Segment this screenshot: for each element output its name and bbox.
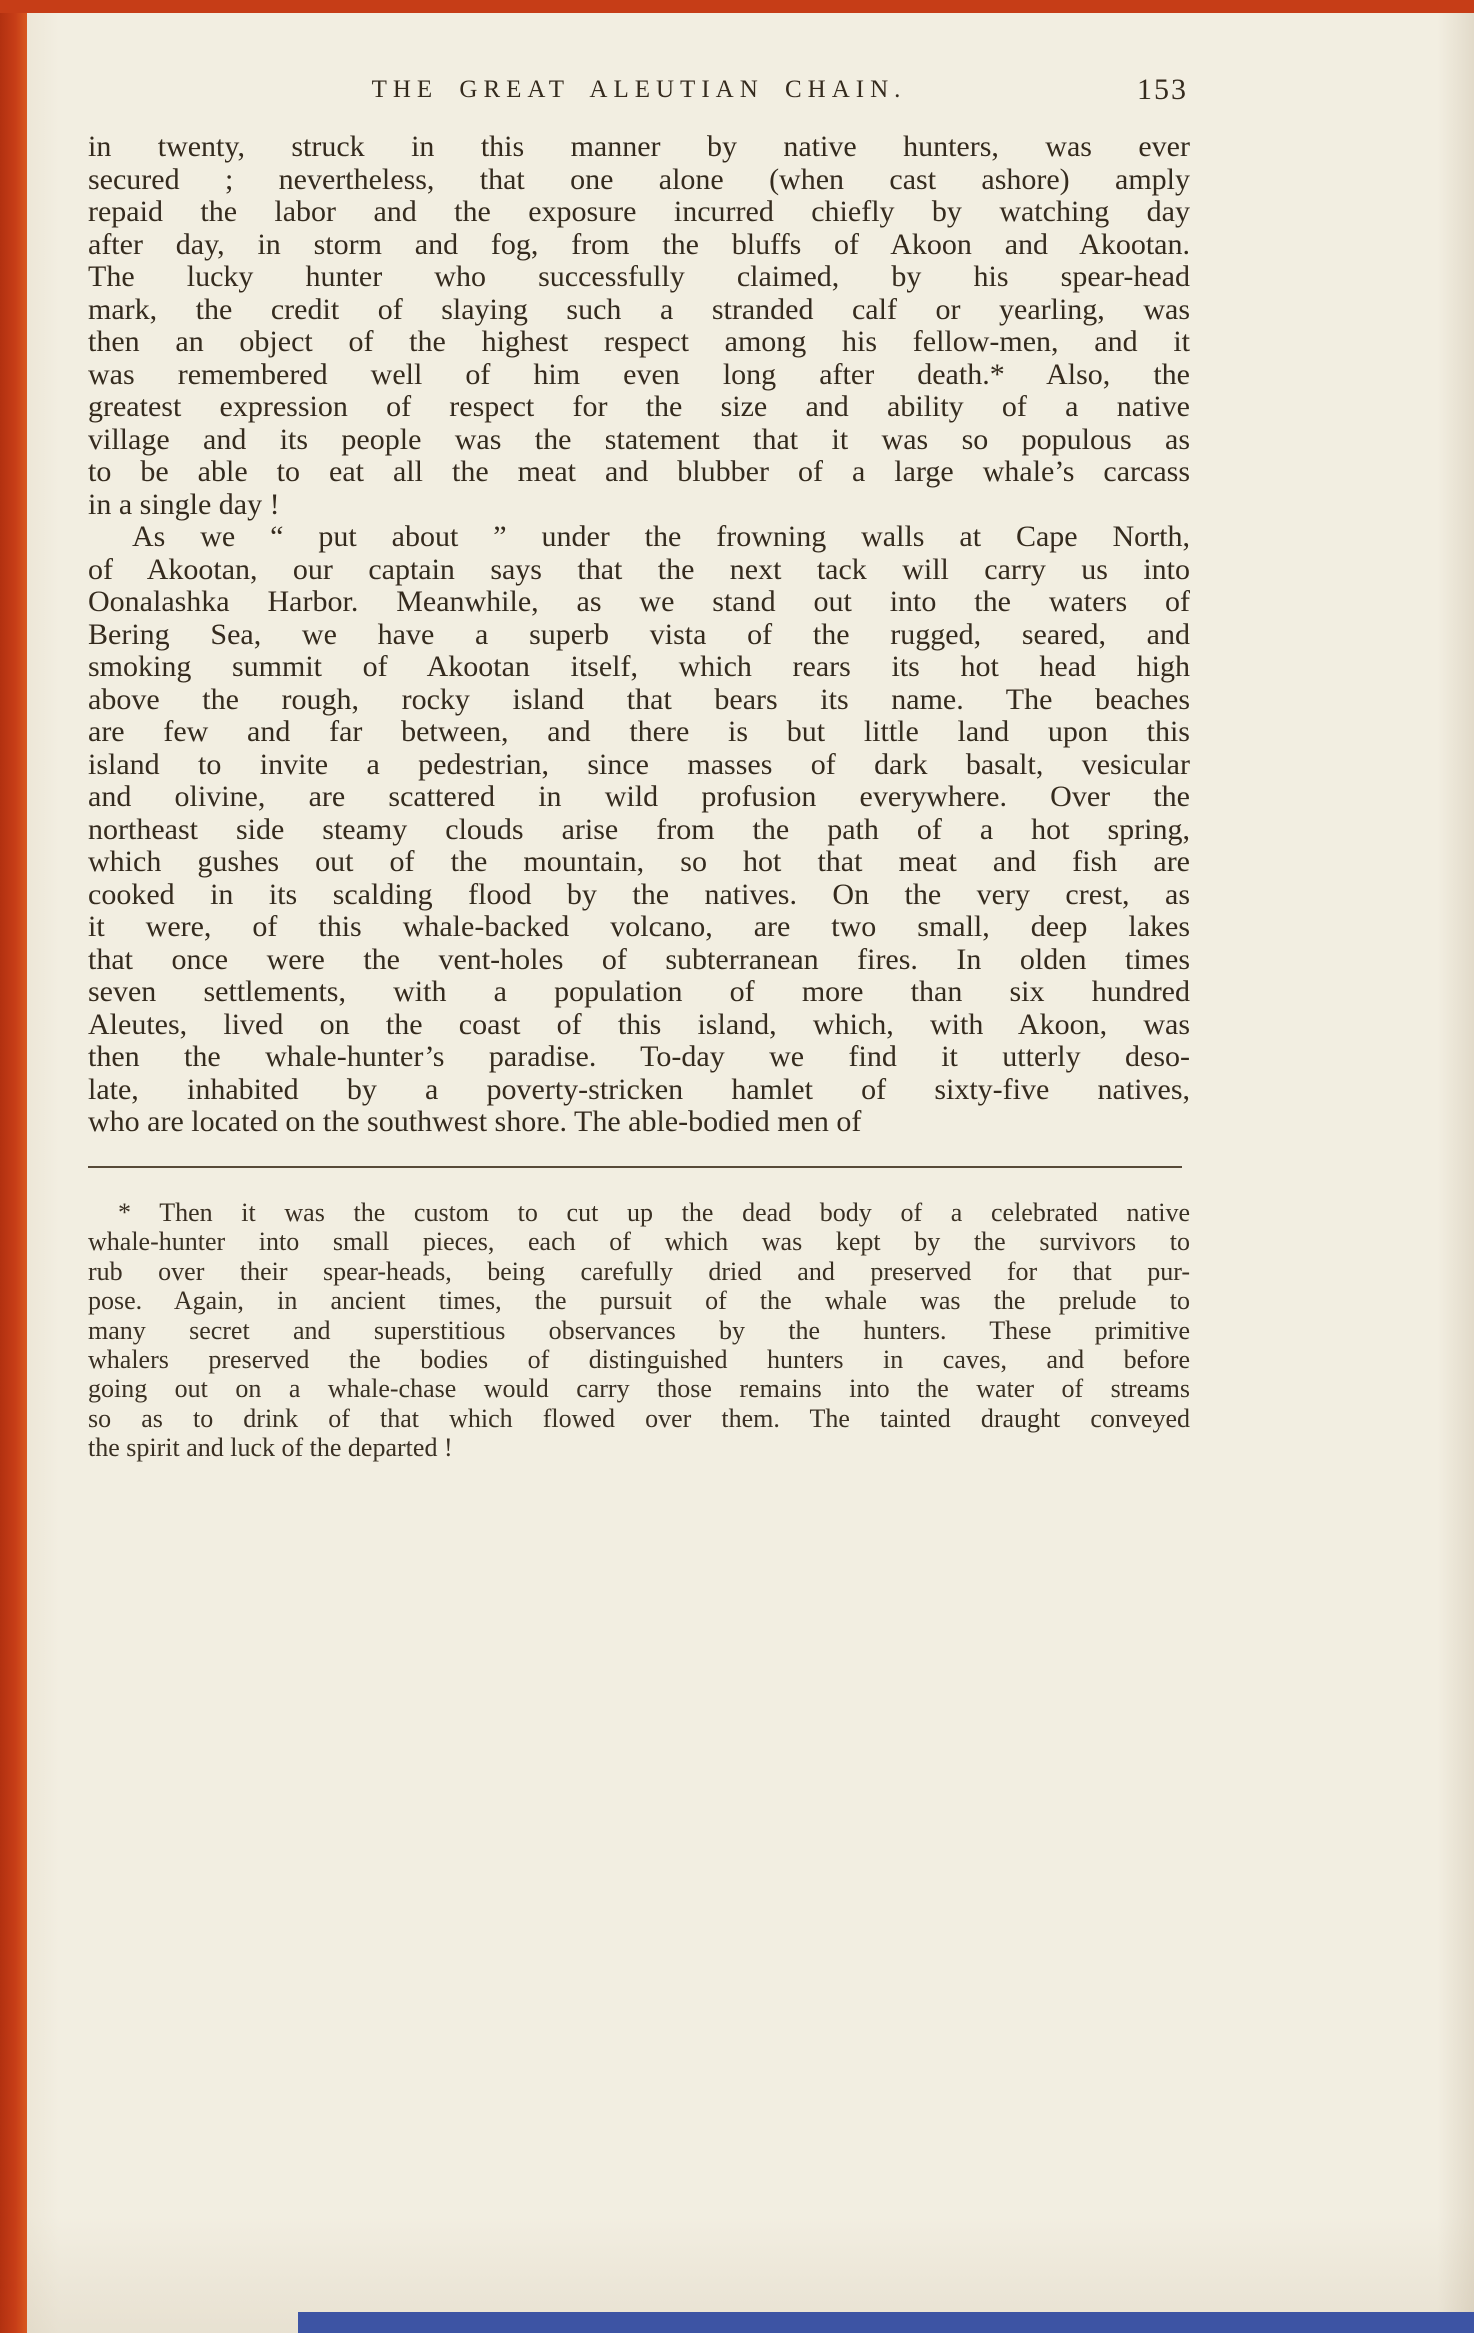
text-line: the spirit and luck of the departed ! [88, 1433, 453, 1463]
text-line: Aleutes, lived on the coast of this island, which, with Akoon, was [88, 1007, 1190, 1041]
text-line: Bering Sea, we have a superb vista of the rugged, seared, and [88, 617, 1190, 651]
top-edge-strip [0, 0, 1474, 13]
footnote-separator [88, 1166, 1182, 1168]
text-line: smoking summit of Akootan itself, which rears its hot head high [88, 650, 1190, 683]
text-line: mark, the credit of slaying such a stranded calf or yearling, was [88, 292, 1190, 326]
text-line: are few and far between, and there is but little land upon this [88, 715, 1190, 748]
page-number: 153 [1137, 73, 1188, 106]
text-line: island to invite a pedestrian, since masses of dark basalt, vesicular [88, 747, 1190, 781]
text-line: was remembered well of him even long after death.* Also, the [88, 357, 1190, 391]
text-line: rub over their spear-heads, being carefully dried and preserved for that pur- [88, 1256, 1190, 1286]
text-line: in twenty, struck in this manner by native hunters, was ever [88, 130, 1190, 163]
text-line: cooked in its scalding flood by the natives. On the very crest, as [88, 877, 1190, 911]
text-line: village and its people was the statement that it was so populous as [88, 422, 1190, 456]
text-line: it were, of this whale-backed volcano, are two small, deep lakes [88, 910, 1190, 943]
main-text [88, 131, 1190, 1139]
text-line: above the rough, rocky island that bears its name. The beaches [88, 682, 1190, 716]
text-line: so as to drink of that which flowed over them. The tainted draught conveyed [88, 1403, 1190, 1433]
text-line: As we “ put about ” under the frowning walls at Cape North, [132, 520, 1190, 553]
text-line: that once were the vent-holes of subterranean fires. In olden times [88, 942, 1190, 976]
text-line: whale-hunter into small pieces, each of which was kept by the survivors to [88, 1227, 1190, 1257]
text-line: * Then it was the custom to cut up the dead body of a celebrated native [118, 1198, 1190, 1227]
text-line: whalers preserved the bodies of distinguished hunters in caves, and before [88, 1345, 1190, 1375]
text-line: seven settlements, with a population of more than six hundred [88, 975, 1190, 1008]
text-line: Oonalashka Harbor. Meanwhile, as we stand out into the waters of [88, 585, 1190, 618]
text-line: after day, in storm and fog, from the bluffs of Akoon and Akootan. [88, 227, 1190, 261]
paragraph [88, 521, 1190, 1139]
text-line: which gushes out of the mountain, so hot that meat and fish are [88, 845, 1190, 878]
text-line: who are located on the southwest shore. The able-bodied men of [88, 1105, 862, 1138]
text-line: The lucky hunter who successfully claimed, by his spear-head [88, 260, 1190, 293]
text-line: greatest expression of respect for the size and ability of a native [88, 390, 1190, 423]
bottom-edge-strip [298, 2312, 1474, 2333]
text-line: northeast side steamy clouds arise from the path of a hot spring, [88, 812, 1190, 846]
paragraph [88, 131, 1190, 521]
text-line: to be able to eat all the meat and blubber of a large whale’s carcass [88, 455, 1190, 488]
text-line: in a single day ! [88, 487, 280, 521]
text-line: and olivine, are scattered in wild profusion everywhere. Over the [88, 780, 1190, 813]
text-line: pose. Again, in ancient times, the pursuit of the whale was the prelude to [88, 1286, 1190, 1316]
text-line: then an object of the highest respect among his fellow-men, and it [88, 325, 1190, 358]
text-line: many secret and superstitious observances by the hunters. These primitive [88, 1315, 1190, 1345]
text-line: going out on a whale-chase would carry those remains into the water of streams [88, 1374, 1190, 1404]
text-line: repaid the labor and the exposure incurred chiefly by watching day [88, 195, 1190, 228]
running-header [88, 73, 1190, 112]
text-line: late, inhabited by a poverty-stricken hamlet of sixty-five natives, [88, 1072, 1190, 1106]
text-line: of Akootan, our captain says that the next tack will carry us into [88, 552, 1190, 586]
running-header-title: THE GREAT ALEUTIAN CHAIN. [371, 76, 907, 103]
text-line: then the whale-hunter’s paradise. To-day we find it utterly deso- [88, 1040, 1190, 1073]
text-line: secured ; nevertheless, that one alone (when cast ashore) amply [88, 162, 1190, 196]
footnote [88, 1198, 1190, 1463]
left-edge-strip [0, 0, 27, 2333]
